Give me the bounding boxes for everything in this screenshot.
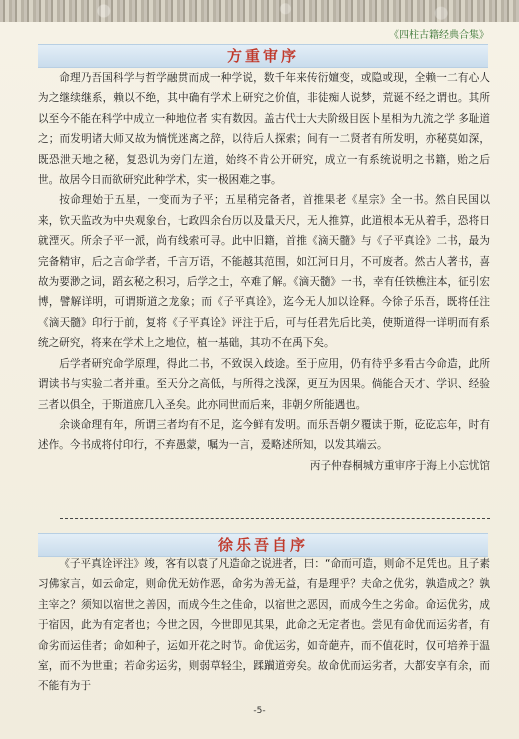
paragraph: 命理乃吾国科学与哲学融贯而成一种学说，数千年来传衍嬗变，或隐或现，全赖一二有心人为之继续继系，赖以不绝，其中确有学术上研究之价值，非徒痴人说梦，荒诞不经之谓也。其所以至今不能在科学中成立一种地位者 实有数因。盖古代士大夫阶级目医卜星相为九流之学 多耻道之；而发明诸大师又故为惝恍迷离之辞，以待后人探索；间有一二贤者有所发明，亦秘莫如深，既恐泄天地之秘，复恐讥为旁门左道，始终不肯公开研究，成立一有系统说明之书籍，贻之后世。故居今日而欲研究此种学术，实一极困难之事。 (38, 72, 490, 187)
preface-signature: 丙子仲春桐城方重审序于海上小忘忧馆 (309, 459, 490, 472)
paragraph: 余谈命理有年，所谓三者均有不足，迄今鲜有发明。而乐吾朝夕覆读于斯，矻矻忘年，时有述作。今书成将付印行，不弃愚蒙，嘱为一言，爰略述所知，以发其端云。 (38, 418, 490, 452)
fang-preface-body (38, 68, 490, 476)
section-title-xu-preface: 徐乐吾自序 (38, 533, 488, 557)
decorative-top-border (0, 0, 519, 22)
paragraph: 《子平真诠评注》竣，客有以袁了凡造命之说进者，曰：“命而可造，则命不足凭也。且子素习佛家言，如云命定，则命优无妨作恶，命劣为善无益，有是理乎？夫命之优劣，孰造成之？孰主宰之？须知以宿世之善因，而成今生之佳命，以宿世之恶因，而成今生之劣命。命运优劣，成于宿因，此为有定者也；今世之因，今世即见其果，此命之无定者也。尝见有命优而运劣者，有命劣而运佳者；命如种子，运如开花之时节。命优运劣，如奇葩卉，而不值花时，仅可培养于温室，而不为世重；若命劣运劣，则弱草轻尘，蹂躏道旁矣。故命优而运劣者，大都安享有余，而不能有为于 (38, 558, 490, 693)
section-title-fang-preface: 方重审序 (38, 44, 488, 68)
section-divider (60, 518, 490, 519)
xu-preface-body (38, 554, 490, 697)
paragraph: 按命理始于五星，一变而为子平；五星稍完备者，首推果老《星宗》全一书。然自民国以来，钦天监改为中央观象台，七政四余台历以及量天尺，无人推算，此道根本无从着手，恐将日就湮灭。所余子平一派，尚有线索可寻。此中旧籍，首推《滴天髓》与《子平真诠》二书，最为完备精审，后之言命学者，千言万语，不能越其范围，如江河日月，不可废者。然古人著书，喜故为要渺之词，蹈玄秘之积习，后学之士，卒难了解。《滴天髓》一书，幸有任铁樵注本，征引宏博，譬解详明，可谓斯道之龙象；而《子平真诠》，迄今无人加以诠释。今徐子乐吾，既将任注《滴天髓》印行于前，复将《子平真诠》评注于后，可与任君先后比美，使斯道得一详明而有系统之研究，将来在学术上之地位，植一基础，其功不在禹下矣。 (38, 194, 490, 350)
page-number: -5- (253, 706, 266, 716)
series-label: 《四柱古籍经典合集》 (389, 30, 489, 41)
paragraph: 后学者研究命学原理，得此二书，不致误入歧途。至于应用，仍有待乎多看古今命造，此所谓读书与实验二者并重。至天分之高低，与所得之浅深，更互为因果。倘能合天才、学识、经验三者以俱全，于斯道庶几入圣矣。此亦同世而后来，非朝夕所能遇也。 (38, 357, 490, 411)
